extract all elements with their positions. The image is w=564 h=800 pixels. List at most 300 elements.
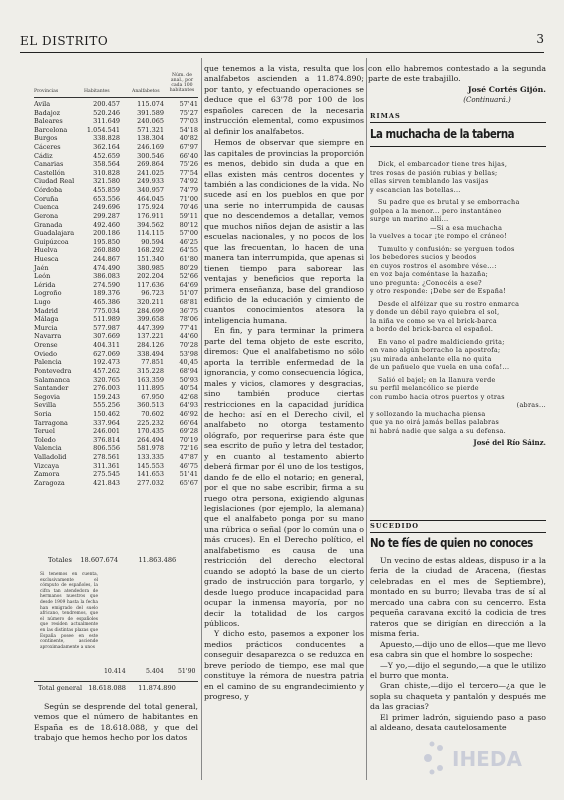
percentage-cell: 51'41	[179, 470, 198, 479]
province-name: Jaén	[34, 263, 49, 272]
poem-line: Salió el bajel; en la llanura verde	[378, 375, 496, 384]
poem-line: y otro responde: ¡Debe ser de España!	[370, 287, 507, 295]
population-cell: 627.069	[93, 349, 120, 358]
province-name: Vizcaya	[34, 461, 60, 470]
province-name: Oviedo	[34, 349, 58, 358]
percentage-cell: 42'68	[179, 392, 198, 401]
province-name: Lugo	[34, 298, 51, 307]
population-cell: 200.457	[93, 100, 120, 108]
province-name: Cádiz	[34, 151, 53, 160]
author-signature: José Cortés Gijón.	[467, 84, 546, 94]
percentage-cell: 36'75	[179, 306, 198, 315]
illiterate-cell: 300.546	[137, 151, 164, 160]
illiterate-cell: 163.359	[137, 375, 164, 384]
province-name: Soria	[34, 409, 52, 418]
population-cell: 246.001	[93, 427, 120, 436]
percentage-cell: 69'28	[179, 427, 198, 436]
poem-line: (abras...	[516, 401, 546, 409]
paragraph: En fin, y para terminar la primera parte del tema objeto de este escrito, diremos: Que el analfabetismo no sólo aporta la terrible enfermedad de la ignorancia, y como consecuencia lógica, males y vicios, clamores y desgracias, sino también produce ciertas restricciones en la capacidad jurídica de hecho: así en el Derecho civil, el analfabeto no otorga testamento ológrafo, por requerirse para éste que sea escrito de puño y letra del testador, y en cuanto al testamento abierto deberá firmar por él uno de los testigos, dando fe de ello el notario; en general, por el que no sabe escribir, firma a su ruego otra persona, exigiendo algunas legislaciones (por ejemplo, la alemana) que el analfabeto ponga por su mano una rúbrica o señal (por lo común una o más cruces). En el Derecho político, el analfabetismo es causa de una restricción del derecho electoral cuando se adoptó la base de un cierto grado de instrucción para torgarlo, y desde luego produce incapacidad para ocupar la inmensa mayoría, por no decir la totalidad de los cargos públicos.	[204, 326, 364, 629]
table-row	[34, 281, 198, 290]
poem-line: su perfil melancólico se pierde	[370, 384, 479, 392]
grand-total	[38, 684, 176, 692]
illiterate-cell: 340.957	[137, 186, 164, 195]
illiterate-cell: 241.025	[137, 168, 164, 177]
illiterate-cell: 391.589	[137, 108, 164, 117]
continued-note: (Continuará.)	[463, 96, 511, 105]
population-cell: 653.556	[93, 194, 120, 203]
province-name: Barcelona	[34, 125, 68, 134]
illiterate-cell: 176.911	[137, 211, 164, 220]
section-rule	[370, 520, 546, 521]
poem-line: la niña ve como se va el brick-barca	[370, 316, 498, 325]
province-name: Valladolid	[34, 452, 67, 461]
population-cell: 195.850	[93, 237, 120, 246]
table-row	[34, 289, 198, 298]
population-cell: 338.828	[93, 134, 120, 143]
illiterate-cell: 225.232	[137, 418, 164, 427]
table-row	[34, 307, 198, 316]
section-rule	[370, 146, 546, 147]
population-cell: 320.765	[93, 375, 120, 384]
province-name: Baleares	[34, 117, 63, 126]
percentage-cell: 70'19	[179, 435, 198, 444]
poem-line: uno pregunta: ¿Conocéis a ese?	[370, 278, 482, 287]
table-row	[34, 134, 198, 143]
paragraph: Un vecino de estas aldeas, dispuso ir a la feria de la ciudad de Aracena, (fiestas celebradas en el mes de Septiembre), montado en su burro; llevaba tras de sí al mercado una cabra con su cencerro. Esta pequeña caravana excitó la codicia de tres rateros que se dirigían en dirección a la misma feria.	[370, 556, 546, 639]
poem-line: los bebedores sucios y beodos	[370, 253, 477, 261]
province-name: Santander	[34, 384, 69, 393]
population-cell: 192.473	[93, 358, 120, 367]
table-row	[34, 341, 198, 350]
poem-body	[370, 160, 546, 448]
population-cell: 455.859	[93, 186, 120, 195]
column-divider-1	[201, 58, 202, 780]
illiterate-cell: 170.435	[137, 427, 164, 436]
percentage-cell: 44'60	[179, 332, 198, 341]
table-body	[34, 100, 198, 487]
illiterate-cell: 240.065	[137, 117, 164, 126]
province-name: Navarra	[34, 332, 62, 341]
illiterate-cell: 464.045	[137, 194, 164, 203]
illiterate-cell: 138.304	[137, 134, 164, 143]
province-name: Pontevedra	[34, 366, 72, 375]
percentage-cell: 65'67	[179, 478, 198, 487]
emigrants-pct: 51'90	[178, 668, 196, 675]
province-name: Avila	[34, 100, 51, 108]
grand-total-illiterate: 11.874.890	[138, 684, 176, 692]
population-cell: 159.243	[93, 392, 120, 401]
totals-label: Totales	[48, 556, 72, 564]
percentage-cell: 67'97	[179, 143, 198, 152]
province-name: Orense	[34, 341, 58, 350]
percentage-cell: 50'93	[179, 375, 198, 384]
population-cell: 806.556	[93, 444, 120, 453]
percentage-cell: 47'87	[179, 452, 198, 461]
province-name: Burgos	[34, 134, 58, 143]
paragraph: Hemos de observar que siempre en las capitales de provincias la proporción es menos, debido sin duda a que en ellas existen más centros docentes y también a las condiciones de la vida. No sucede así en los pueblos en que por una serie no interrumpida de causas que no descendemos a detallar, vemos que muchos niños dejan de asistir a las escuelas nacionales, y no pocos de los que las frecuentan, lo hacen de una manera tan interrumpida, que apenas si tienen tiempo para saborear las ventajas y beneficios que reporta la primera enseñanza, base del grandioso edificio de la educación y cimiento de cuantos conocimientos atesora la inteligencia humana.	[204, 138, 364, 325]
poem-line: Desde el alféizar que su rostro enmarca	[378, 299, 520, 308]
province-name: Castellón	[34, 168, 65, 177]
province-name: Huesca	[34, 254, 59, 263]
province-name: Lérida	[34, 280, 56, 289]
table-row	[34, 376, 198, 385]
poem-signature: José del Río Sáinz.	[473, 438, 546, 447]
province-name: Sevilla	[34, 401, 57, 410]
province-name: Logroño	[34, 289, 62, 298]
table-row	[34, 212, 198, 221]
grand-total-population: 18.618.088	[88, 684, 126, 692]
illiterate-cell: 447.399	[137, 323, 164, 332]
percentage-cell: 70'28	[179, 341, 198, 350]
poem-line: que ya no oirá jamás bellas palabras	[370, 418, 500, 426]
percentage-cell: 68'81	[179, 298, 198, 307]
poem-line: y sollozando la muchacha piensa	[370, 409, 486, 418]
table-row	[34, 264, 198, 273]
illiterate-cell: 246.169	[137, 143, 164, 152]
illiterate-cell: 394.562	[137, 220, 164, 229]
totals-population: 18.607.674	[80, 556, 119, 564]
table-row	[34, 221, 198, 230]
table-row	[34, 436, 198, 445]
table-row	[34, 298, 198, 307]
population-cell: 189.376	[93, 289, 120, 298]
population-cell: 452.659	[93, 151, 120, 160]
table-row	[34, 109, 198, 118]
province-name: Palencia	[34, 358, 62, 367]
stamp-text: IHEDA	[452, 747, 522, 771]
province-name: Cuenca	[34, 203, 59, 212]
poem-line: Tumulto y confusión: se yerguen todos	[378, 244, 515, 253]
illiterate-cell: 137.221	[137, 332, 164, 341]
province-name: Guipúzcoa	[34, 237, 69, 246]
population-cell: 200.186	[93, 229, 120, 238]
poem-line: ellas sirven temblando las vasijas	[370, 177, 489, 185]
poem-line: a bordo del brick-barca el español.	[370, 325, 494, 333]
table-row	[34, 453, 198, 462]
percentage-cell: 71'00	[179, 194, 198, 203]
province-name: Canarias	[34, 160, 64, 169]
section-label-rimas: RIMAS	[370, 112, 401, 120]
percentage-cell: 66'64	[179, 418, 198, 427]
percentage-cell: 46'25	[179, 237, 198, 246]
header-per-hundred: Núm. de anal., por cada 100 habitantes	[169, 73, 195, 93]
population-cell: 577.987	[93, 323, 120, 332]
population-cell: 555.256	[93, 401, 120, 410]
table-row	[34, 229, 198, 238]
illiterate-cell: 338.494	[137, 349, 164, 358]
illiterate-cell: 133.335	[137, 452, 164, 461]
illiterate-cell: 67.950	[141, 392, 164, 401]
illiterate-cell: 277.032	[137, 478, 164, 487]
poem-line: con rumbo hacia otros puertos y otras	[370, 392, 505, 401]
percentage-cell: 77'41	[179, 323, 198, 332]
section-label-sucedido: SUCEDIDO	[370, 522, 420, 530]
emigrants-note: Si tenemos en cuenta, exclusivamente el cómputo de españoles, la cifra tan atendedora de hermanos nuestros que desde 1909 hasta la fecha han emigrado del suelo africano, tendremos, que el número de españoles que residen actualmente en las distintas plazas que España posee en este continente, asciende aproximadamente a unos	[40, 572, 98, 650]
table-row	[34, 169, 198, 178]
table-totals	[48, 556, 198, 564]
illiterate-cell: 571.321	[137, 125, 164, 134]
poem-line: y escancian las botellas...	[370, 185, 461, 194]
population-cell: 404.311	[93, 341, 120, 350]
table-row	[34, 255, 198, 264]
population-cell: 307.669	[93, 332, 120, 341]
table-row	[34, 315, 198, 324]
population-cell: 775.034	[93, 306, 120, 315]
province-name: Badajoz	[34, 108, 61, 117]
percentage-cell: 53'98	[179, 349, 198, 358]
illiteracy-table	[34, 64, 198, 487]
population-cell: 274.590	[93, 280, 120, 289]
population-cell: 492.460	[93, 220, 120, 229]
illiterate-cell: 249.933	[137, 177, 164, 186]
table-row	[34, 393, 198, 402]
population-cell: 376.814	[93, 435, 120, 444]
population-cell: 311.361	[93, 461, 120, 470]
percentage-cell: 70'46	[179, 203, 198, 212]
percentage-cell: 77'03	[179, 117, 198, 126]
percentage-cell: 40'54	[179, 384, 198, 393]
province-name: Zamora	[34, 470, 60, 479]
paragraph: Según se desprende del total general, vemos que el número de habitantes en España es de 18.618.088, y que del trabajo que hemos hecho por los datos	[34, 702, 198, 743]
poem-line: —Si a esa muchacha	[430, 223, 503, 232]
percentage-cell: 57'41	[179, 100, 198, 108]
table-row	[34, 100, 198, 109]
poem-line: la vuelves a tocar ¡te rompo el cráneo!	[370, 232, 508, 240]
province-name: Tarragona	[34, 418, 68, 427]
table-row	[34, 143, 198, 152]
illiterate-cell: 380.985	[137, 263, 164, 272]
header-rule	[20, 52, 544, 53]
table-row	[34, 246, 198, 255]
percentage-cell: 75'27	[179, 108, 198, 117]
emigrants-illiterate: 5.404	[146, 668, 164, 675]
table-row	[34, 401, 198, 410]
right-column-intro	[368, 64, 546, 106]
table-row	[34, 195, 198, 204]
population-cell: 244.867	[93, 254, 120, 263]
totals-rule	[34, 681, 198, 682]
paragraph: Gran chiste,—dijo el tercero—¿a que le sopla su chaqueta y pantalón y después me da las gracias?	[370, 681, 546, 712]
population-cell: 1.054.541	[86, 125, 120, 134]
percentage-cell: 51'07	[179, 289, 198, 298]
poem-line: en voz baja coméntase la hazaña;	[370, 270, 489, 278]
population-cell: 249.696	[93, 203, 120, 212]
province-name: Córdoba	[34, 186, 63, 195]
poem-line: Su padre que es brutal y se emborracha	[378, 198, 520, 206]
emigrants-population: 10.414	[104, 668, 126, 675]
section-rule	[370, 122, 546, 123]
percentage-cell: 59'11	[179, 211, 198, 220]
table-row	[34, 462, 198, 471]
illiterate-cell: 399.658	[137, 315, 164, 324]
population-cell: 474.490	[93, 263, 120, 272]
percentage-cell: 46'92	[179, 409, 198, 418]
province-name: Cáceres	[34, 143, 61, 152]
population-cell: 362.164	[93, 143, 120, 152]
percentage-cell: 74'79	[179, 186, 198, 195]
province-name: Salamanca	[34, 375, 71, 384]
illiterate-cell: 360.513	[137, 401, 164, 410]
population-cell: 358.564	[93, 160, 120, 169]
percentage-cell: 54'18	[179, 125, 198, 134]
table-row	[34, 160, 198, 169]
header-provincias: Provincias	[34, 89, 59, 94]
population-cell: 299.287	[93, 211, 120, 220]
table-row	[34, 126, 198, 135]
province-name: Coruña	[34, 194, 59, 203]
population-cell: 150.462	[93, 409, 120, 418]
table-row	[34, 117, 198, 126]
population-cell: 511.989	[93, 315, 120, 324]
header-habitantes: Habitantes	[84, 89, 110, 94]
province-name: Huelva	[34, 246, 58, 255]
province-name: Zaragoza	[34, 478, 65, 487]
illiterate-cell: 315.228	[137, 366, 164, 375]
illiterate-cell: 581.978	[137, 444, 164, 453]
page-number: 3	[536, 32, 544, 46]
table-row	[34, 367, 198, 376]
illiterate-cell: 77.851	[141, 358, 164, 367]
illiterate-cell: 70.602	[141, 409, 164, 418]
illiterate-cell: 151.340	[137, 254, 164, 263]
population-cell: 275.545	[93, 470, 120, 479]
paragraph: El primer ladrón, siguiendo paso a paso al aldeano, desata cautelosamente	[370, 712, 546, 733]
library-stamp-watermark	[418, 730, 536, 786]
population-cell: 311.649	[93, 117, 120, 126]
province-name: Toledo	[34, 435, 56, 444]
illiterate-cell: 269.864	[137, 160, 164, 169]
table-row	[34, 358, 198, 367]
illiterate-cell: 90.594	[141, 237, 164, 246]
table-row	[34, 203, 198, 212]
illiterate-cell: 111.895	[137, 384, 164, 393]
story-headline: No te fíes de quien no conoces	[370, 535, 533, 550]
table-row	[34, 479, 198, 488]
population-cell: 421.843	[93, 478, 120, 487]
paragraph: Apuesto,—dijo uno de ellos—que me llevo esa cabra sin que el hombre lo sospeche:	[370, 639, 546, 660]
poem-headline: La muchacha de la taberna	[370, 126, 515, 141]
middle-column-text	[204, 64, 364, 703]
table-row	[34, 238, 198, 247]
percentage-cell: 40,45	[179, 358, 198, 367]
percentage-cell: 66'40	[179, 151, 198, 160]
grand-total-label: Total general	[38, 684, 83, 692]
poem-line: tres rosas de pasión rubias y bellas;	[370, 168, 498, 177]
poem-line: ni habrá nadie que salga a su defensa.	[370, 426, 506, 435]
illiterate-cell: 141.653	[137, 470, 164, 479]
illiterate-cell: 114.115	[137, 229, 164, 238]
province-name: Valencia	[34, 444, 62, 453]
illiterate-cell: 168.292	[137, 246, 164, 255]
poem-line: en cuyos rostros el asombre vése...:	[370, 261, 497, 270]
province-name: Madrid	[34, 306, 59, 315]
poem-line: en vano algún borracho la apostrofa;	[370, 346, 501, 354]
table-row	[34, 152, 198, 161]
paragraph: —Y yo,—dijo el segundo,—a que le utilizo el burro que monta.	[370, 660, 546, 680]
province-name: Granada	[34, 220, 63, 229]
poem-line: de un pañuelo que vuela en una cofa!...	[370, 363, 510, 371]
province-name: León	[34, 272, 51, 281]
percentage-cell: 46'75	[179, 461, 198, 470]
illiterate-cell: 284.699	[137, 306, 164, 315]
percentage-cell: 40'82	[179, 134, 198, 143]
percentage-cell: 64'93	[179, 401, 198, 410]
illiterate-cell: 264.494	[137, 435, 164, 444]
percentage-cell: 72'16	[179, 444, 198, 453]
population-cell: 276.003	[93, 384, 120, 393]
percentage-cell: 64'69	[179, 280, 198, 289]
percentage-cell: 74'92	[179, 177, 198, 186]
table-row	[34, 177, 198, 186]
percentage-cell: 80'29	[179, 263, 198, 272]
population-cell: 278.561	[93, 452, 120, 461]
header-analfabetos: Analfabetos	[132, 89, 160, 94]
totals-illiterate: 11.863.486	[138, 556, 177, 564]
province-name: Teruel	[34, 427, 55, 436]
percentage-cell: 68'94	[179, 366, 198, 375]
illiterate-cell: 320.211	[137, 298, 164, 307]
table-header	[34, 64, 198, 98]
population-cell: 386.083	[93, 272, 120, 281]
table-row	[34, 272, 198, 281]
illiterate-cell: 145.553	[137, 461, 164, 470]
table-row	[34, 350, 198, 359]
illiterate-cell: 284.126	[137, 341, 164, 350]
paragraph: que tenemos a la vista, resulta que los analfabetos ascienden a 11.874.890; por tanto, y efectuando operaciones se deduce que el 63'78 por 100 de los españoles carecen de la necesaria instrucción elemental, como expusimos al definir los analfabetos.	[204, 64, 364, 136]
province-name: Murcia	[34, 323, 58, 332]
province-name: Málaga	[34, 315, 59, 324]
province-name: Ciudad Real	[34, 177, 75, 186]
poem-line: En vano el padre maldiciendo grita;	[378, 337, 505, 346]
poem-line: golpea a la menor... pero instantáneo	[370, 206, 502, 215]
paragraph: Y dicho esto, pasemos a exponer los medios prácticos conducentes a conseguir desaparezca o se reduzca en breve período de tiempo, ese mal que constituye la rémora de nuestra patria en el camino de su engrandecimiento y progreso, y	[204, 629, 364, 702]
table-row	[34, 427, 198, 436]
population-cell: 457.262	[93, 366, 120, 375]
province-name: Segovia	[34, 392, 60, 401]
table-row	[34, 332, 198, 341]
percentage-cell: 78'06	[179, 315, 198, 324]
percentage-cell: 77'54	[179, 168, 198, 177]
percentage-cell: 64'55	[179, 246, 198, 255]
poem-line: Dick, el embarcador tiene tres hijas,	[378, 160, 508, 168]
column-divider-2	[366, 58, 367, 780]
table-row	[34, 186, 198, 195]
percentage-cell: 61'80	[179, 254, 198, 263]
population-cell: 321.580	[93, 177, 120, 186]
population-cell: 465.386	[93, 298, 120, 307]
percentage-cell: 75'26	[179, 160, 198, 169]
poem-line: surge un marino allí...	[370, 215, 449, 223]
percentage-cell: 52'66	[179, 272, 198, 281]
illiterate-cell: 175.924	[137, 203, 164, 212]
table-row	[34, 324, 198, 333]
section-rule	[370, 532, 546, 533]
paragraph: con ello habremos contestado a la segunda parte de este trabajillo.	[368, 64, 546, 84]
table-row	[34, 444, 198, 453]
population-cell: 520.246	[93, 108, 120, 117]
newspaper-title: EL DISTRITO	[20, 34, 109, 48]
table-row	[34, 410, 198, 419]
story-body	[370, 556, 546, 734]
illiterate-cell: 117.636	[137, 280, 164, 289]
illiterate-cell: 96.723	[141, 289, 164, 298]
poem-line: ¡su mirada anhelante ella no quita	[370, 354, 492, 363]
province-name: Gerona	[34, 211, 59, 220]
population-cell: 310.828	[93, 168, 120, 177]
left-column-text	[34, 702, 198, 744]
table-row	[34, 470, 198, 479]
population-cell: 260.880	[93, 246, 120, 255]
